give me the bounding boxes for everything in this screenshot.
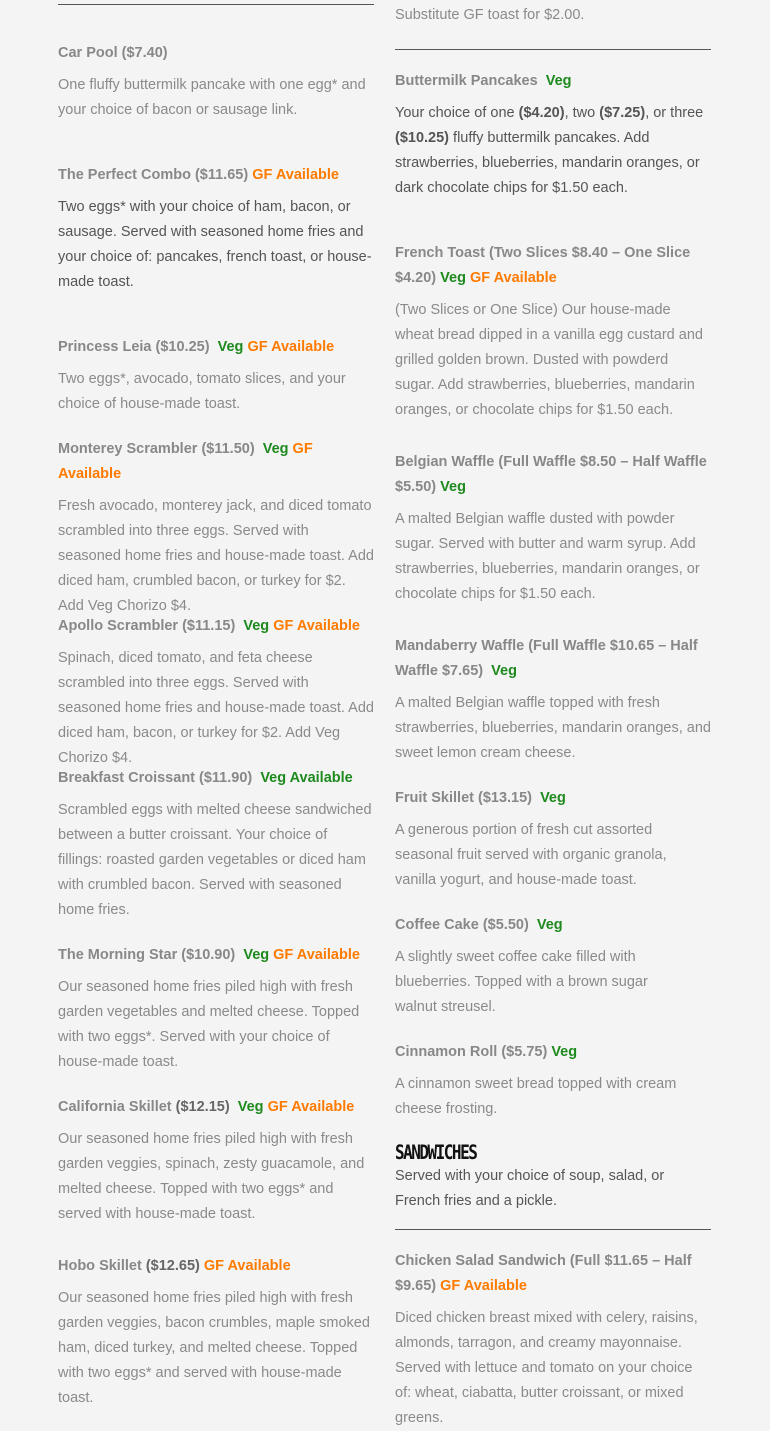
menu-item-chicken-salad-sandwich xyxy=(395,1249,711,1431)
item-title xyxy=(395,634,711,684)
desc-text: walnut streusel. xyxy=(395,999,496,1015)
item-name: Belgian Waffle (Full Waffle $8.50 – Half Waffle $5.50) xyxy=(395,454,707,495)
item-price: ($12.15) xyxy=(175,1099,230,1115)
menu-item-coffee-cake xyxy=(395,913,711,1020)
menu-item-princess-leia xyxy=(58,335,374,417)
desc-text: Your choice of one xyxy=(395,105,519,121)
item-title xyxy=(395,241,711,291)
veg-badge: Veg xyxy=(217,339,244,355)
gf-badge: GF Available xyxy=(273,947,360,963)
item-description: One fluffy buttermilk pancake with one egg* and your choice of bacon or sausage link. xyxy=(58,77,366,118)
item-description: Served with your choice of soup, salad, or French fries and a pickle. xyxy=(395,1168,665,1209)
item-price: ($12.65) xyxy=(145,1258,200,1274)
item-title xyxy=(58,766,374,791)
price-two: ($7.25) xyxy=(599,105,646,121)
menu-item-cinnamon-roll xyxy=(395,1040,711,1122)
item-title xyxy=(395,69,711,94)
item-title xyxy=(58,163,374,188)
item-title xyxy=(395,450,711,500)
item-title xyxy=(58,1095,374,1120)
veg-badge: Veg xyxy=(536,917,563,933)
item-description: Two eggs* with your choice of ham, bacon, or sausage. Served with seasoned home fries and your choice of: pancakes, french toast, or house-made toast. xyxy=(58,199,372,290)
item-title xyxy=(58,335,374,360)
item-description xyxy=(395,945,711,1020)
item-title xyxy=(395,1249,711,1299)
desc-text: , or three xyxy=(645,105,704,121)
menu-item-california-skillet xyxy=(58,1095,374,1227)
menu-item-morning-star xyxy=(58,943,374,1075)
item-name: California Skillet xyxy=(58,1099,172,1115)
veg-badge: Veg xyxy=(440,270,466,286)
desc-text: A slightly sweet coffee cake filled with blueberries. Topped with a brown sugar xyxy=(395,949,648,990)
item-description: Spinach, diced tomato, and feta cheese scrambled into three eggs. Served with seasoned home fries and house-made toast. Add diced ham, bacon, or turkey for $2. Add Veg Chorizo $4. xyxy=(58,650,374,766)
gf-badge: GF Available xyxy=(247,339,335,355)
veg-badge: Veg xyxy=(540,790,566,806)
item-name: Breakfast Croissant ($11.90) xyxy=(58,770,253,786)
veg-badge: Veg xyxy=(243,947,270,963)
gf-toast-note xyxy=(395,3,711,28)
item-description: A generous portion of fresh cut assorted seasonal fruit served with organic granola, vanilla yogurt, and house-made toast. xyxy=(395,822,667,888)
price-one: ($4.20) xyxy=(518,105,565,121)
item-title: Car Pool ($7.40) xyxy=(58,45,168,61)
item-name: Mandaberry Waffle (Full Waffle $10.65 – Half Waffle $7.65) xyxy=(395,638,698,679)
item-description: A malted Belgian waffle dusted with powder sugar. Served with butter and warm syrup. Add strawberries, blueberries, mandarin oranges, or chocolate chips for $1.50 each. xyxy=(395,511,700,602)
item-name: Hobo Skillet xyxy=(58,1258,142,1274)
gf-badge: GF Available xyxy=(203,1258,291,1274)
veg-badge: Veg xyxy=(545,73,572,89)
item-name: Monterey Scrambler ($11.50) xyxy=(58,441,255,457)
sandwiches-note xyxy=(395,1164,711,1214)
veg-badge: Veg xyxy=(237,1099,264,1115)
veg-badge: Veg xyxy=(243,618,270,634)
item-name: The Morning Star ($10.90) xyxy=(58,947,236,963)
item-name: French Toast (Two Slices $8.40 – One Slice $4.20) xyxy=(395,245,691,286)
menu-item-perfect-combo xyxy=(58,163,374,295)
divider xyxy=(395,1229,711,1230)
desc-text: fluffy buttermilk pancakes. Add strawberries, blueberries, mandarin oranges, or dark chocolate chips for $1.50 each. xyxy=(395,130,700,196)
item-description: Our seasoned home fries piled high with fresh garden vegetables and melted cheese. Topped with two eggs*. Served with your choice of house-made toast. xyxy=(58,979,360,1070)
gf-badge: GF Available xyxy=(440,1278,527,1294)
item-title xyxy=(395,786,711,811)
section-heading-sandwiches: SANDWICHES xyxy=(395,1141,477,1164)
divider xyxy=(395,49,711,50)
item-title xyxy=(58,437,374,487)
menu-item-car-pool xyxy=(58,41,374,123)
item-title xyxy=(58,614,374,639)
gf-badge: GF Available xyxy=(252,167,339,183)
item-name: Fruit Skillet ($13.15) xyxy=(395,790,532,806)
item-name: Coffee Cake ($5.50) xyxy=(395,917,529,933)
item-description xyxy=(395,101,711,201)
item-title xyxy=(58,943,374,968)
item-title xyxy=(395,1040,711,1065)
item-description: Diced chicken breast mixed with celery, raisins, almonds, tarragon, and creamy mayonnaise. Served with lettuce and tomato on your choice of: wheat, ciabatta, butter croissant, or mixed greens. xyxy=(395,1310,698,1426)
item-name: Chicken Salad Sandwich (Full $11.65 – Half $9.65) xyxy=(395,1253,692,1294)
item-description: (Two Slices or One Slice) Our house-made wheat bread dipped in a vanilla egg custard and grilled golden brown. Dusted with powderd sugar. Add strawberries, blueberries, mandarin oranges, or chocolate chips for $1.50 each. xyxy=(395,302,703,418)
veg-badge: Veg xyxy=(440,479,466,495)
menu-item-belgian-waffle xyxy=(395,450,711,607)
menu-item-apollo-scrambler xyxy=(58,614,374,771)
gf-badge: GF Available xyxy=(273,618,360,634)
item-description: A cinnamon sweet bread topped with cream cheese frosting. xyxy=(395,1076,677,1117)
menu-item-monterey-scrambler xyxy=(58,437,374,619)
item-name: Cinnamon Roll ($5.75) xyxy=(395,1044,548,1060)
gf-badge: GF Available xyxy=(267,1099,355,1115)
menu-item-breakfast-croissant xyxy=(58,766,374,923)
item-description: Scrambled eggs with melted cheese sandwiched between a butter croissant. Your choice of fillings: roasted garden vegetables or diced ham with crumbled bacon. Served with seasoned home fries. xyxy=(58,802,372,918)
menu-item-buttermilk-pancakes xyxy=(395,69,711,201)
item-title xyxy=(395,913,711,938)
veg-badge: Veg xyxy=(551,1044,578,1060)
item-description: A malted Belgian waffle topped with fresh strawberries, blueberries, mandarin oranges, and sweet lemon cream cheese. xyxy=(395,695,711,761)
menu-item-french-toast xyxy=(395,241,711,423)
item-description: Our seasoned home fries piled high with fresh garden veggies, spinach, zesty guacamole, and melted cheese. Topped with two eggs* and served with house-made toast. xyxy=(58,1131,365,1222)
item-title xyxy=(58,1254,374,1279)
item-name: The Perfect Combo ($11.65) xyxy=(58,167,249,183)
divider xyxy=(58,4,374,5)
veg-badge: Veg xyxy=(491,663,517,679)
item-description: Our seasoned home fries piled high with fresh garden veggies, bacon crumbles, maple smoked ham, diced turkey, and melted cheese. Topped with two eggs* and served with house-made toast. xyxy=(58,1290,370,1406)
item-name: Princess Leia ($10.25) xyxy=(58,339,210,355)
gf-badge: GF Available xyxy=(58,441,313,482)
desc-text: , two xyxy=(564,105,600,121)
veg-available-badge: Veg Available xyxy=(260,770,353,786)
item-description: Substitute GF toast for $2.00. xyxy=(395,7,585,23)
veg-badge: Veg xyxy=(262,441,289,457)
menu-item-mandaberry-waffle xyxy=(395,634,711,766)
price-three: ($10.25) xyxy=(395,130,450,146)
item-name: Buttermilk Pancakes xyxy=(395,73,538,89)
gf-badge: GF Available xyxy=(469,270,557,286)
item-description: Two eggs*, avocado, tomato slices, and your choice of house-made toast. xyxy=(58,371,346,412)
item-description: Fresh avocado, monterey jack, and diced tomato scrambled into three eggs. Served with seasoned home fries and house-made toast. Add diced ham, crumbled bacon, or turkey for $2. Add Veg Chorizo $4. xyxy=(58,498,374,614)
item-name: Apollo Scrambler ($11.15) xyxy=(58,618,236,634)
menu-item-hobo-skillet xyxy=(58,1254,374,1411)
menu-item-fruit-skillet xyxy=(395,786,711,893)
